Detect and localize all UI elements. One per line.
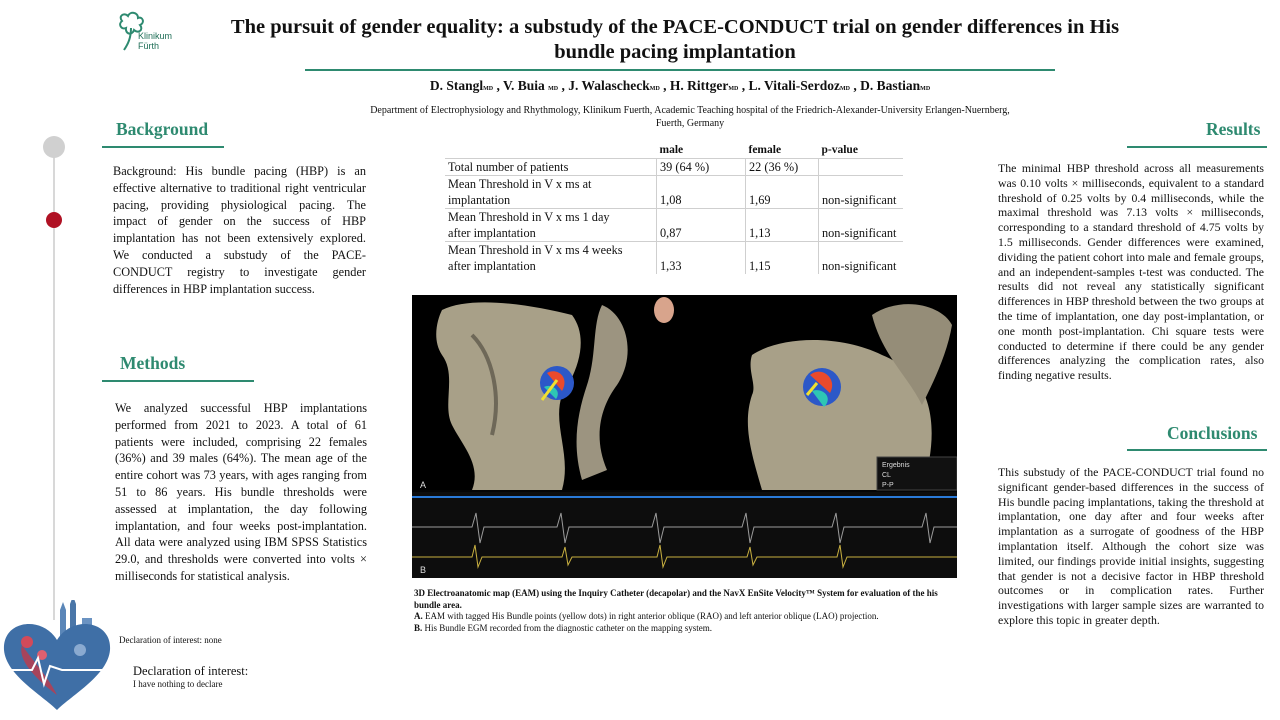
table-cell-p [819, 159, 904, 176]
table-row [445, 159, 903, 176]
author-separator: , [493, 78, 503, 93]
figure-result-label: Ergebnis [882, 462, 910, 469]
caption-a: EAM with tagged His Bundle points (yellow dots) in right anterior oblique (RAO) and left anterior oblique (LAO) projection. [422, 611, 879, 621]
table-cell-label: Mean Threshold in V x ms at implantation [445, 176, 657, 209]
table-cell-p: non-significant [819, 242, 904, 275]
timeline-dot-red [46, 212, 62, 228]
caption-b-label: B. [414, 622, 423, 633]
table-cell-male: 0,87 [657, 209, 746, 242]
table-header-cell: female [748, 144, 782, 156]
author-name: L. Vitali-Serdoz [748, 78, 841, 93]
author-separator: , [738, 78, 749, 93]
table-cell-p: non-significant [819, 176, 904, 209]
affiliation: Department of Electrophysiology and Rhythmology, Klinikum Fuerth, Academic Teaching hospital of the Friedrich-Alexander-University Erlangen-Nuernberg, Fuerth, Germany [370, 105, 1010, 129]
author-name: D. Bastian [860, 78, 921, 93]
methods-heading: Methods [120, 353, 186, 373]
results-rule [1127, 146, 1267, 148]
author-name: H. Rittger [669, 78, 729, 93]
logo-text: Klinikum Fürth [138, 31, 173, 51]
author-degree: MD [483, 86, 494, 92]
figure-label-b: B [420, 565, 427, 575]
table-header-row [445, 142, 903, 159]
table-cell-label: Mean Threshold in V x ms 1 day after implantation [445, 209, 657, 242]
author-separator: , [850, 78, 861, 93]
poster-title: The pursuit of gender equality: a substudy of the PACE-CONDUCT trial on gender differences in His bundle pacing implantation [230, 16, 1120, 63]
caption-a-label: A. [414, 611, 423, 621]
declaration-small: Declaration of interest: none [119, 635, 222, 645]
table-cell-male: 1,08 [657, 176, 746, 209]
author-name: D. Stangl [429, 78, 484, 93]
methods-rule [102, 380, 254, 382]
author-name: J. Walascheck [568, 78, 650, 93]
table-row [445, 242, 903, 275]
table-row [445, 176, 903, 209]
caption-title: 3D Electroanatomic map (EAM) using the Inquiry Catheter (decapolar) and the NavX EnSite Velocity™ System for evaluation of the his bundle area. [414, 588, 938, 610]
figure-label-a: A [420, 480, 427, 490]
results-table [445, 142, 903, 274]
table-row [445, 209, 903, 242]
author-degree: MD [920, 86, 931, 92]
table-header-cell: p-value [821, 144, 858, 156]
author-degree: MD [728, 86, 739, 92]
table-cell-female: 22 (36 %) [746, 159, 819, 176]
authors [300, 78, 1060, 94]
eam-figure [412, 295, 957, 578]
results-text: The minimal HBP threshold across all measurements was 0.10 volts × milliseconds, equivalent to a standard threshold of 0.25 volts by 0.4 milliseconds, while the maximal threshold was 7.13 volts × milliseconds, corresponding to a standard threshold of 4.75 volts by 1.5 milliseconds. Gender differences were examined, dividing the patient cohort into male and female groups, and an independent-samples t-test was conducted. The results did not reveal any statistically significant differences in HBP threshold between the two groups at the time of implantation, one day post-implantation, or one month post-implantation. Chi square tests were conducted to determine if there could be any gender differences analyzing the complication rates, also finding negative results. [998, 161, 1264, 383]
table-cell-label: Total number of patients [445, 159, 657, 176]
author-degree: MD [649, 86, 660, 92]
table-header-cell: male [659, 144, 684, 156]
table-cell-male: 39 (64 %) [657, 159, 746, 176]
figure-caption [414, 588, 959, 634]
caption-b: His Bundle EGM recorded from the diagnostic catheter on the mapping system. [422, 622, 712, 633]
heart-city-icon [2, 600, 112, 715]
results-heading: Results [1206, 119, 1261, 139]
author-name: V. Buia [502, 78, 549, 93]
table-cell-p: non-significant [819, 209, 904, 242]
conclusions-rule [1127, 449, 1267, 451]
author-separator: , [558, 78, 569, 93]
table-cell-label: Mean Threshold in V x ms 4 weeks after implantation [445, 242, 657, 275]
methods-text: We analyzed successful HBP implantations performed from 2021 to 2023. A total of 61 patients were included, comprising 22 females (36%) and 39 males (64%). The mean age of the entire cohort was 73 years, with ages ranging from 51 to 86 years. His bundle thresholds were assessed at implantation, the day following implantation, and four weeks post-implantation. All data were analyzed using IBM SPSS Statistics 29.0, and thresholds were converted into volts × milliseconds for statistical analysis. [115, 401, 367, 583]
table-header-cell [445, 142, 657, 159]
conclusions-heading: Conclusions [1167, 423, 1258, 443]
author-separator: , [659, 78, 670, 93]
author-degree: MD [840, 86, 851, 92]
background-rule [102, 146, 224, 148]
title-divider [305, 69, 1055, 71]
table-cell-female: 1,69 [746, 176, 819, 209]
timeline-dot-grey [43, 136, 65, 158]
background-heading: Background [116, 119, 209, 139]
table-cell-male: 1,33 [657, 242, 746, 275]
conclusions-text: This substudy of the PACE-CONDUCT trial found no significant gender-based differences in the success of His bundle pacing implantations, taking the threshold at implantation, one day after and four weeks after implantation as a surrogate of goodness of the HBP implantation itself. Although the cohort size was limited, our findings provide initial insights, suggesting that gender is not a decisive factor in HBP threshold outcomes or in complication rates. Further investigations with larger sample sizes are warranted to explore this topic in greater depth. [998, 465, 1264, 627]
declaration-title: Declaration of interest: [133, 664, 249, 678]
declaration-body: I have nothing to declare [133, 679, 223, 689]
figure-result-cl: CL [882, 472, 891, 479]
author-degree: MD [548, 86, 559, 92]
table-cell-female: 1,15 [746, 242, 819, 275]
background-text: Background: His bundle pacing (HBP) is an effective alternative to traditional right ventricular pacing, providing physiological pacing. The impact of gender on the success of HBP implantation has not been extensively explored. We conducted a substudy of the PACE-CONDUCT registry to investigate gender differences in HBP implantation success. [113, 164, 366, 296]
table-cell-female: 1,13 [746, 209, 819, 242]
figure-result-pp: P-P [882, 482, 894, 489]
